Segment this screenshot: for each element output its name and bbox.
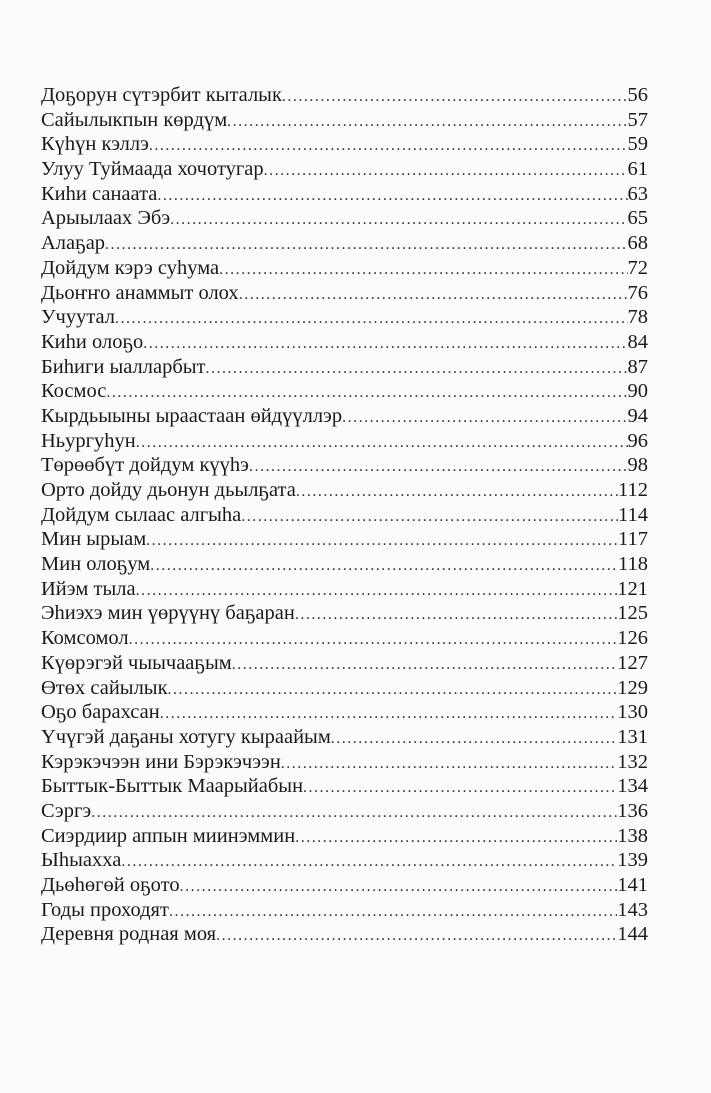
toc-entry bbox=[41, 750, 648, 775]
entry-title: Күөрэгэй чыычааҕым bbox=[41, 651, 232, 674]
entry-page-number: 125 bbox=[617, 602, 648, 625]
toc-entry bbox=[41, 182, 648, 207]
dot-leader bbox=[121, 850, 617, 873]
entry-page-number: 72 bbox=[627, 256, 648, 279]
dot-leader bbox=[241, 505, 618, 528]
dot-leader bbox=[264, 159, 628, 182]
entry-title: Эһиэхэ мин үөрүүнү баҕаран bbox=[41, 602, 295, 625]
toc-entry bbox=[41, 453, 648, 478]
entry-title: Доҕорун сүтэрбит кыталык bbox=[41, 84, 282, 106]
toc-entry bbox=[41, 379, 648, 404]
entry-page-number: 139 bbox=[617, 849, 648, 872]
entry-title: Күһүн кэллэ bbox=[41, 133, 149, 156]
entry-page-number: 143 bbox=[617, 898, 648, 921]
entry-title: Дьоҥҥо анаммыт олох bbox=[41, 281, 239, 304]
dot-leader bbox=[216, 924, 617, 947]
toc-entry bbox=[41, 132, 648, 157]
entry-page-number: 57 bbox=[627, 108, 648, 131]
entry-title: Дьөһөгөй оҕото bbox=[41, 874, 180, 896]
entry-page-number: 136 bbox=[617, 799, 648, 822]
dot-leader bbox=[249, 455, 628, 478]
entry-page-number: 118 bbox=[618, 553, 648, 576]
dot-leader bbox=[296, 480, 618, 503]
entry-title: Арыылаах Эбэ bbox=[41, 207, 171, 230]
entry-title: Өтөх сайылык bbox=[41, 676, 168, 699]
entry-title: Быттык-Быттык Маарыйабын bbox=[41, 775, 304, 798]
entry-title: Үчүгэй даҕаны хотугу кыраайым bbox=[41, 725, 331, 748]
dot-leader bbox=[219, 258, 627, 281]
entry-title: Комсомол bbox=[41, 627, 129, 650]
dot-leader bbox=[160, 702, 618, 725]
toc-entry bbox=[41, 305, 648, 330]
toc-entry bbox=[41, 478, 648, 503]
dot-leader bbox=[180, 875, 618, 898]
entry-title: Кырдьыыны ыраастаан өйдүүллэр bbox=[41, 404, 343, 427]
entry-page-number: 76 bbox=[627, 281, 648, 304]
toc-entry bbox=[41, 898, 648, 923]
toc-entry bbox=[41, 824, 648, 849]
toc-entry bbox=[41, 429, 648, 454]
dot-leader bbox=[168, 678, 618, 701]
toc-entry bbox=[41, 700, 648, 725]
entry-page-number: 132 bbox=[617, 750, 648, 773]
entry-page-number: 134 bbox=[617, 775, 648, 798]
dot-leader bbox=[282, 85, 628, 108]
entry-page-number: 56 bbox=[627, 84, 648, 106]
dot-leader bbox=[157, 184, 627, 207]
entry-page-number: 112 bbox=[618, 479, 648, 501]
entry-title: Дойдум кэрэ суһума bbox=[41, 256, 220, 279]
entry-page-number: 130 bbox=[617, 701, 648, 724]
entry-page-number: 96 bbox=[627, 429, 648, 452]
dot-leader bbox=[91, 801, 617, 824]
entry-title: Сиэрдиир аппын миинэммин bbox=[41, 824, 296, 847]
entry-title: Киһи санаата bbox=[41, 182, 158, 205]
entry-title: Космос bbox=[41, 380, 107, 403]
entry-title: Биһиги ыалларбыт bbox=[41, 355, 206, 378]
entry-page-number: 84 bbox=[627, 330, 648, 353]
dot-leader bbox=[170, 208, 627, 231]
entry-title: Ньургуһун bbox=[41, 429, 136, 452]
entry-title: Сайылыкпын көрдүм bbox=[41, 108, 228, 131]
entry-title: Алаҕар bbox=[41, 232, 106, 255]
dot-leader bbox=[105, 233, 627, 256]
entry-page-number: 141 bbox=[617, 874, 648, 896]
entry-title: Киһи олоҕо bbox=[41, 330, 144, 353]
toc-entry bbox=[41, 799, 648, 824]
dot-leader bbox=[143, 332, 627, 355]
entry-title: Ыһыахха bbox=[41, 849, 122, 872]
dot-leader bbox=[239, 283, 628, 306]
dot-leader bbox=[281, 752, 617, 775]
dot-leader bbox=[227, 110, 627, 133]
entry-title: Төрөөбүт дойдум күүһэ bbox=[41, 454, 249, 477]
toc-entry bbox=[41, 873, 648, 898]
toc-entry bbox=[41, 848, 648, 873]
entry-page-number: 126 bbox=[617, 627, 648, 650]
toc-entry bbox=[41, 725, 648, 750]
toc-entry bbox=[41, 330, 648, 355]
entry-title: Мин олоҕум bbox=[41, 553, 151, 576]
dot-leader bbox=[106, 381, 627, 404]
table-of-contents bbox=[41, 83, 648, 947]
entry-page-number: 144 bbox=[617, 923, 648, 946]
toc-entry bbox=[41, 676, 648, 701]
entry-page-number: 63 bbox=[627, 182, 648, 205]
entry-page-number: 78 bbox=[627, 306, 648, 329]
dot-leader bbox=[115, 307, 627, 330]
toc-entry bbox=[41, 206, 648, 231]
entry-title: Деревня родная моя bbox=[41, 923, 217, 946]
toc-entry bbox=[41, 281, 648, 306]
entry-title: Кэрэкэчээн ини Бэрэкэчээн bbox=[41, 750, 281, 773]
toc-entry bbox=[41, 626, 648, 651]
dot-leader bbox=[149, 134, 628, 157]
dot-leader bbox=[206, 357, 628, 380]
entry-page-number: 131 bbox=[617, 725, 648, 748]
toc-entry bbox=[41, 577, 648, 602]
toc-entry bbox=[41, 355, 648, 380]
entry-page-number: 121 bbox=[617, 577, 648, 600]
dot-leader bbox=[146, 529, 618, 552]
toc-entry bbox=[41, 108, 648, 133]
entry-title: Сэргэ bbox=[41, 799, 92, 822]
toc-entry bbox=[41, 601, 648, 626]
entry-page-number: 129 bbox=[617, 676, 648, 699]
entry-page-number: 138 bbox=[617, 824, 648, 847]
entry-page-number: 68 bbox=[627, 232, 648, 255]
entry-page-number: 87 bbox=[627, 355, 648, 378]
dot-leader bbox=[136, 579, 618, 602]
toc-entry bbox=[41, 157, 648, 182]
entry-title: Ийэм тыла bbox=[41, 577, 136, 600]
entry-page-number: 61 bbox=[627, 158, 648, 181]
toc-entry bbox=[41, 774, 648, 799]
entry-title: Годы проходят bbox=[41, 898, 169, 921]
entry-page-number: 59 bbox=[627, 133, 648, 156]
dot-leader bbox=[303, 776, 617, 799]
dot-leader bbox=[150, 554, 618, 577]
entry-title: Оҕо барахсан bbox=[41, 701, 160, 724]
toc-entry bbox=[41, 503, 648, 528]
toc-entry bbox=[41, 552, 648, 577]
dot-leader bbox=[295, 603, 617, 626]
entry-title: Орто дойду дьонун дьылҕата bbox=[41, 479, 296, 501]
toc-entry bbox=[41, 83, 648, 108]
entry-page-number: 127 bbox=[617, 651, 648, 674]
dot-leader bbox=[136, 431, 628, 454]
entry-page-number: 98 bbox=[627, 454, 648, 477]
dot-leader bbox=[129, 628, 618, 651]
toc-entry bbox=[41, 256, 648, 281]
dot-leader bbox=[169, 900, 617, 923]
entry-title: Дойдум сылаас алгыһа bbox=[41, 503, 242, 526]
entry-title: Улуу Туймаада хочотугар bbox=[41, 158, 264, 181]
entry-page-number: 94 bbox=[627, 404, 648, 427]
entry-page-number: 65 bbox=[627, 207, 648, 230]
toc-entry bbox=[41, 231, 648, 256]
toc-entry bbox=[41, 527, 648, 552]
entry-title: Мин ырыам bbox=[41, 528, 147, 551]
toc-entry bbox=[41, 404, 648, 429]
entry-page-number: 114 bbox=[618, 503, 648, 526]
dot-leader bbox=[295, 826, 617, 849]
toc-entry bbox=[41, 651, 648, 676]
entry-page-number: 90 bbox=[627, 380, 648, 403]
dot-leader bbox=[342, 406, 627, 429]
entry-page-number: 117 bbox=[618, 528, 648, 551]
entry-title: Учуутал bbox=[41, 306, 116, 329]
dot-leader bbox=[331, 727, 617, 750]
toc-entry bbox=[41, 922, 648, 947]
dot-leader bbox=[232, 653, 618, 676]
